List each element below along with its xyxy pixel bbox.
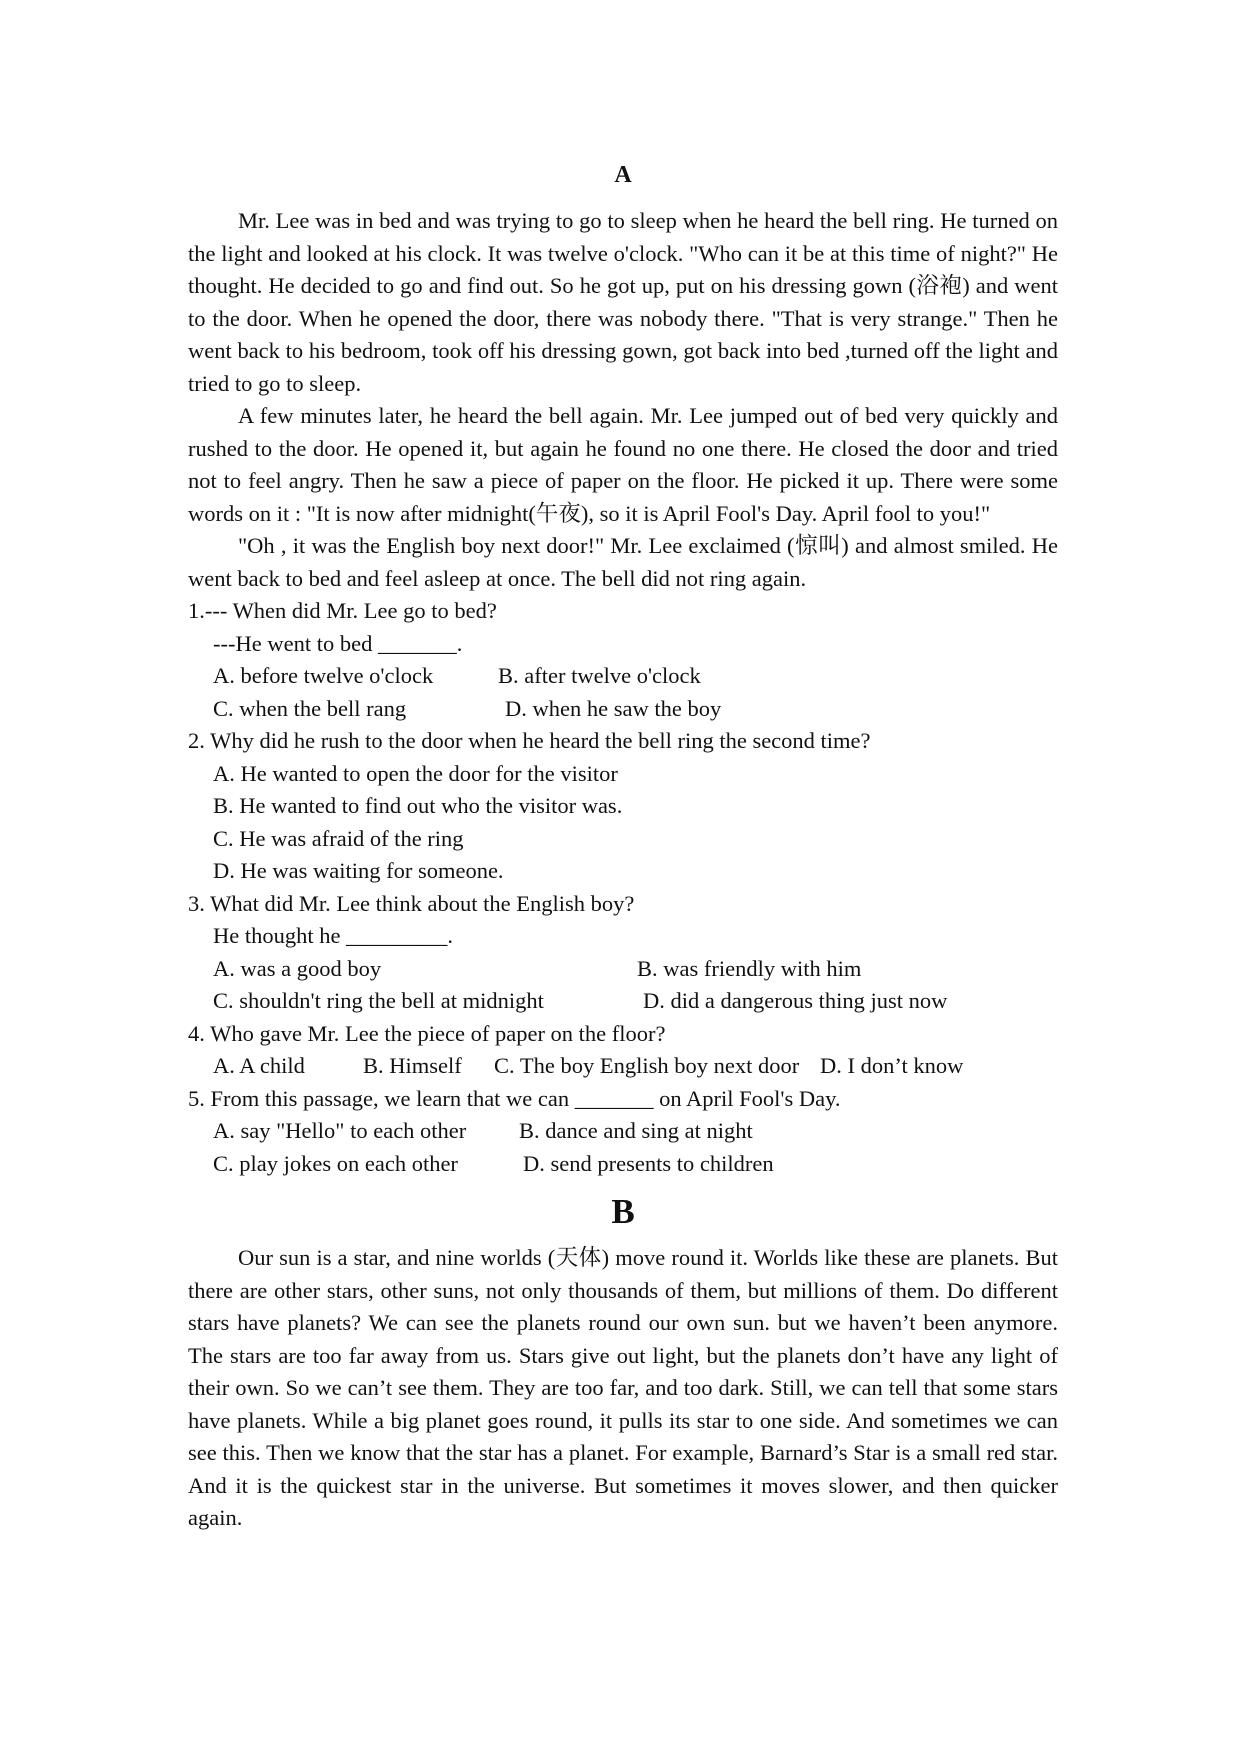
question-1-option-d: D. when he saw the boy — [505, 695, 722, 721]
question-5-option-c: C. play jokes on each other — [213, 1150, 458, 1176]
question-4-option-d: D. I don’t know — [820, 1053, 964, 1078]
question-5-options-row-1 — [188, 1115, 1058, 1148]
question-2 — [188, 725, 1058, 888]
section-a-paragraph-2: A few minutes later, he heard the bell again. Mr. Lee jumped out of bed very quickly and rushed to the door. He opened it, but again he found no one there. He closed the door and tried not to feel angry. Then he saw a piece of paper on the floor. He picked it up. There were some words on it : "It is now after midnight(午夜), so it is April Fool's Day. April fool to you!" — [188, 403, 1058, 526]
section-b-title: B — [611, 1192, 635, 1231]
question-4-stem: 4. Who gave Mr. Lee the piece of paper on the floor? — [188, 1020, 666, 1046]
question-4-option-b: B. Himself — [363, 1053, 462, 1078]
question-1-options-row-2 — [188, 693, 1058, 726]
question-3-options-row-2 — [188, 985, 1058, 1018]
section-a-title: A — [614, 162, 632, 188]
question-5-stem: 5. From this passage, we learn that we can _______ on April Fool's Day. — [188, 1085, 841, 1111]
question-3-stem: 3. What did Mr. Lee think about the English boy? — [188, 890, 635, 916]
section-b-paragraph: Our sun is a star, and nine worlds (天体) move round it. Worlds like these are planets. But there are other stars, other suns, not only thousands of them, but millions of them. Do different stars have planets? We can see the planets round our own sun. but we haven’t been anymore. The stars are too far away from us. Stars give out light, but the planets don’t have any light of their own. So we can’t see them. They are too far, and too dark. Still, we can tell that some stars have planets. While a big planet goes round, it pulls its star to one side. And sometimes we can see this. Then we know that the star has a planet. For example, Barnard’s Star is a small red star. And it is the quickest star in the universe. But sometimes it moves slower, and then quicker again. — [188, 1245, 1058, 1530]
section-a-paragraph-1: Mr. Lee was in bed and was trying to go to sleep when he heard the bell ring. He turned on the light and looked at his clock. It was twelve o'clock. "Who can it be at this time of night?" He thought. He decided to go and find out. So he got up, put on his dressing gown (浴袍) and went to the door. When he opened the door, there was nobody there. "That is very strange." Then he went back to his bedroom, took off his dressing gown, got back into bed ,turned off the light and tried to go to sleep. — [188, 208, 1058, 396]
question-3-option-b: B. was friendly with him — [637, 955, 862, 981]
worksheet-page — [188, 163, 1058, 1535]
question-3-option-a: A. was a good boy — [213, 955, 382, 981]
question-3-sub: He thought he _________. — [213, 923, 453, 948]
question-2-option-a: A. He wanted to open the door for the visitor — [213, 760, 618, 786]
question-1-option-b: B. after twelve o'clock — [498, 663, 701, 688]
question-1-options-row-1 — [188, 660, 1058, 693]
question-4 — [188, 1018, 1058, 1083]
question-3-option-c: C. shouldn't ring the bell at midnight — [213, 988, 544, 1013]
question-1-sub: ---He went to bed _______. — [213, 630, 463, 656]
question-2-option-c: C. He was afraid of the ring — [213, 825, 464, 851]
question-5-option-a: A. say "Hello" to each other — [213, 1118, 467, 1143]
question-1-option-a: A. before twelve o'clock — [213, 663, 434, 688]
question-2-option-b: B. He wanted to find out who the visitor was. — [213, 793, 623, 818]
question-1-stem: 1.--- When did Mr. Lee go to bed? — [188, 598, 497, 623]
question-5-options-row-2 — [188, 1148, 1058, 1181]
question-3-option-d: D. did a dangerous thing just now — [643, 988, 948, 1013]
question-4-options-row — [188, 1050, 1058, 1083]
question-5-option-d: D. send presents to children — [523, 1150, 774, 1176]
question-2-stem: 2. Why did he rush to the door when he heard the bell ring the second time? — [188, 728, 871, 753]
question-2-option-d: D. He was waiting for someone. — [213, 858, 504, 883]
section-a-paragraph-3: "Oh , it was the English boy next door!" Mr. Lee exclaimed (惊叫) and almost smiled. He went back to bed and feel asleep at once. The bell did not ring again. — [188, 533, 1058, 591]
question-4-option-c: C. The boy English boy next door — [494, 1053, 800, 1078]
question-3-options-row-1 — [188, 953, 1058, 986]
question-4-option-a: A. A child — [213, 1053, 305, 1078]
question-5 — [188, 1083, 1058, 1181]
question-3 — [188, 888, 1058, 1018]
question-1-option-c: C. when the bell rang — [213, 695, 407, 721]
question-1 — [188, 595, 1058, 725]
question-5-option-b: B. dance and sing at night — [519, 1118, 753, 1143]
